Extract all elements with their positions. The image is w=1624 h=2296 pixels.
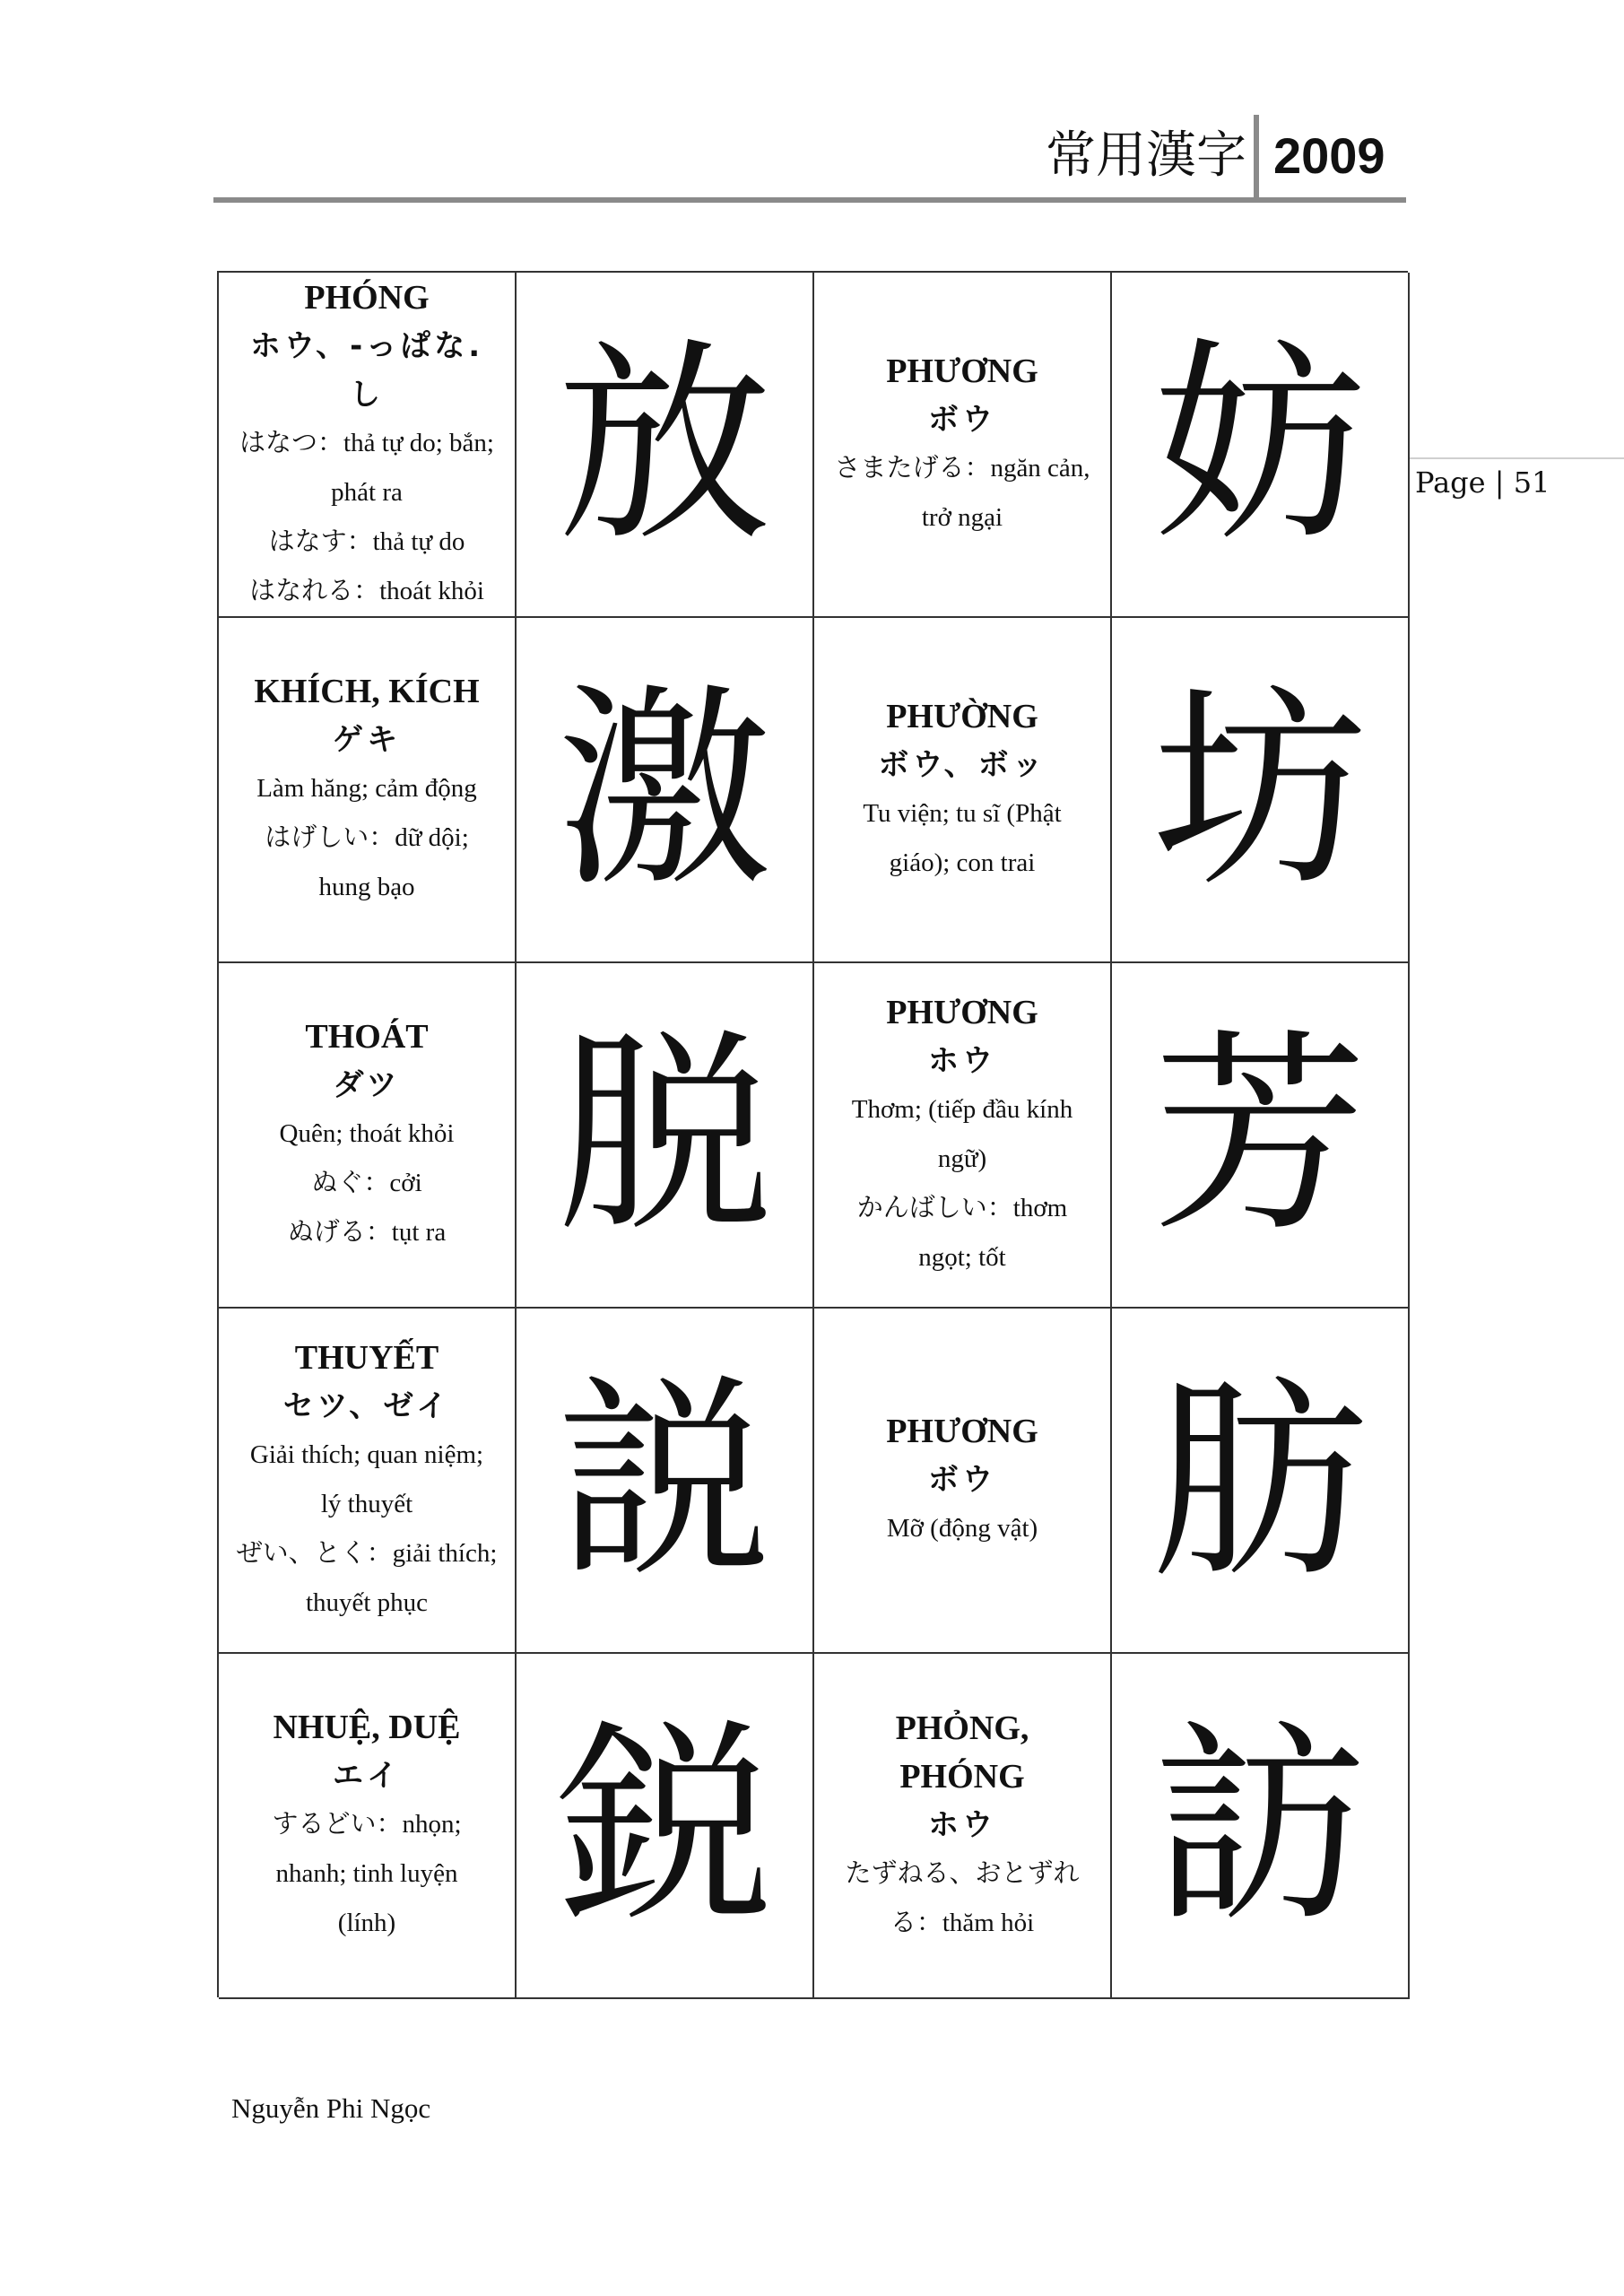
kanji-sino-vietnamese: PHƯỜNG [886, 697, 1038, 735]
kanji-meaning: hung bạo [318, 873, 415, 901]
kanji-character-cell [1112, 1309, 1410, 1654]
kanji-meaning: はげしい：dữ dội; [265, 823, 469, 852]
kanji-character-cell [1112, 273, 1410, 618]
kanji-character-cell [517, 273, 814, 618]
kanji-meaning: ngữ) [937, 1144, 987, 1173]
kanji-meaning: かんばしい：thơm [856, 1193, 1068, 1222]
kanji-meaning: はなれる：thoát khỏi [249, 576, 484, 605]
kanji-reading: ボウ [928, 1462, 996, 1498]
kanji-info-cell [814, 273, 1112, 618]
kanji-reading: ボウ [928, 401, 996, 438]
header-rule [213, 197, 1406, 203]
kanji-sino-vietnamese: PHỎNG, PHÓNG [895, 1709, 1029, 1796]
kanji-meaning: たずねる、おとずれ [845, 1858, 1080, 1888]
kanji-character-cell [1112, 618, 1410, 963]
kanji-sino-vietnamese: PHƯƠNG [886, 352, 1038, 390]
kanji-meaning: ngọt; tốt [918, 1242, 1006, 1272]
kanji-reading: エイ [333, 1758, 401, 1794]
kanji-reading: ダツ [333, 1067, 401, 1103]
kanji-reading: ゲキ [333, 722, 401, 758]
kanji-character: 激 [556, 664, 772, 916]
kanji-info-cell [814, 618, 1112, 963]
kanji-sino-vietnamese: PHƯƠNG [886, 1413, 1038, 1450]
kanji-sino-vietnamese: PHÓNG [304, 278, 430, 317]
kanji-sino-vietnamese: THUYẾT [294, 1338, 439, 1377]
kanji-meaning: lý thuyết [320, 1489, 413, 1518]
kanji-character: 脱 [556, 1009, 772, 1261]
kanji-meaning: ぜい、とく：giải thích; [236, 1538, 498, 1568]
page-number: Page | 51 [1415, 465, 1550, 500]
kanji-sino-vietnamese: NHUỆ, DUỆ [273, 1709, 461, 1746]
kanji-character: 妨 [1151, 318, 1368, 570]
kanji-meaning: (lính) [337, 1909, 396, 1937]
header-divider [1254, 115, 1259, 200]
kanji-meaning: Mỡ (động vật) [886, 1514, 1038, 1543]
kanji-character-cell [517, 618, 814, 963]
kanji-reading: ボウ、ボッ [878, 746, 1046, 783]
kanji-info-cell [219, 618, 517, 963]
kanji-reading: ホウ [928, 1042, 996, 1079]
kanji-character-cell [517, 1309, 814, 1654]
kanji-info-cell [219, 1309, 517, 1654]
kanji-character: 肪 [1151, 1354, 1368, 1606]
kanji-character: 坊 [1151, 664, 1368, 916]
kanji-character-cell [1112, 963, 1410, 1309]
kanji-character: 訪 [1151, 1700, 1368, 1952]
kanji-meaning: る：thăm hỏi [890, 1908, 1035, 1937]
kanji-meaning: Quên; thoát khỏi [279, 1119, 455, 1148]
kanji-meaning: Tu viện; tu sĩ (Phật [863, 798, 1062, 828]
kanji-meaning: はなつ：thả tự do; bắn; [239, 428, 494, 457]
kanji-info-cell [219, 963, 517, 1309]
kanji-meaning: するどい：nhọn; [272, 1810, 462, 1839]
kanji-character: 鋭 [556, 1700, 772, 1952]
kanji-sino-vietnamese: THOÁT [305, 1018, 429, 1056]
kanji-character-cell [517, 963, 814, 1309]
author-footer: Nguyễn Phi Ngọc [231, 2092, 431, 2124]
kanji-meaning: Giải thích; quan niệm; [249, 1439, 484, 1469]
kanji-reading: ホウ [928, 1806, 996, 1843]
kanji-meaning: Thơm; (tiếp đầu kính [851, 1094, 1073, 1124]
kanji-sino-vietnamese: KHÍCH, KÍCH [254, 673, 480, 710]
kanji-reading: ホウ、-っぱな. し [249, 327, 484, 413]
kanji-character: 芳 [1151, 1009, 1368, 1261]
header-title: 常用漢字 [1046, 126, 1246, 185]
kanji-info-cell [814, 963, 1112, 1309]
kanji-meaning: ぬげる：tụt ra [287, 1218, 447, 1247]
kanji-meaning: ぬぐ：cởi [311, 1169, 422, 1197]
kanji-info-cell [814, 1654, 1112, 1999]
kanji-meaning: thuyết phục [305, 1587, 429, 1617]
kanji-character-cell [517, 1654, 814, 1999]
kanji-meaning: Làm hăng; cảm động [256, 774, 477, 803]
kanji-meaning: phát ra [331, 477, 403, 507]
kanji-meaning: trở ngại [921, 502, 1003, 532]
kanji-reading: セツ、ゼイ [282, 1387, 451, 1424]
kanji-info-cell [219, 273, 517, 618]
kanji-table [217, 271, 1408, 1997]
kanji-character: 放 [556, 318, 772, 570]
kanji-sino-vietnamese: PHƯƠNG [886, 993, 1038, 1031]
kanji-info-cell [219, 1654, 517, 1999]
kanji-character: 説 [556, 1354, 772, 1606]
kanji-meaning: はなす：thả tự do [268, 526, 465, 556]
header-year: 2009 [1273, 127, 1385, 184]
kanji-meaning: さまたげる：ngăn cản, [834, 453, 1090, 483]
kanji-info-cell [814, 1309, 1112, 1654]
kanji-meaning: giáo); con trai [889, 848, 1036, 877]
kanji-character-cell [1112, 1654, 1410, 1999]
kanji-meaning: nhanh; tinh luyện [275, 1859, 458, 1888]
